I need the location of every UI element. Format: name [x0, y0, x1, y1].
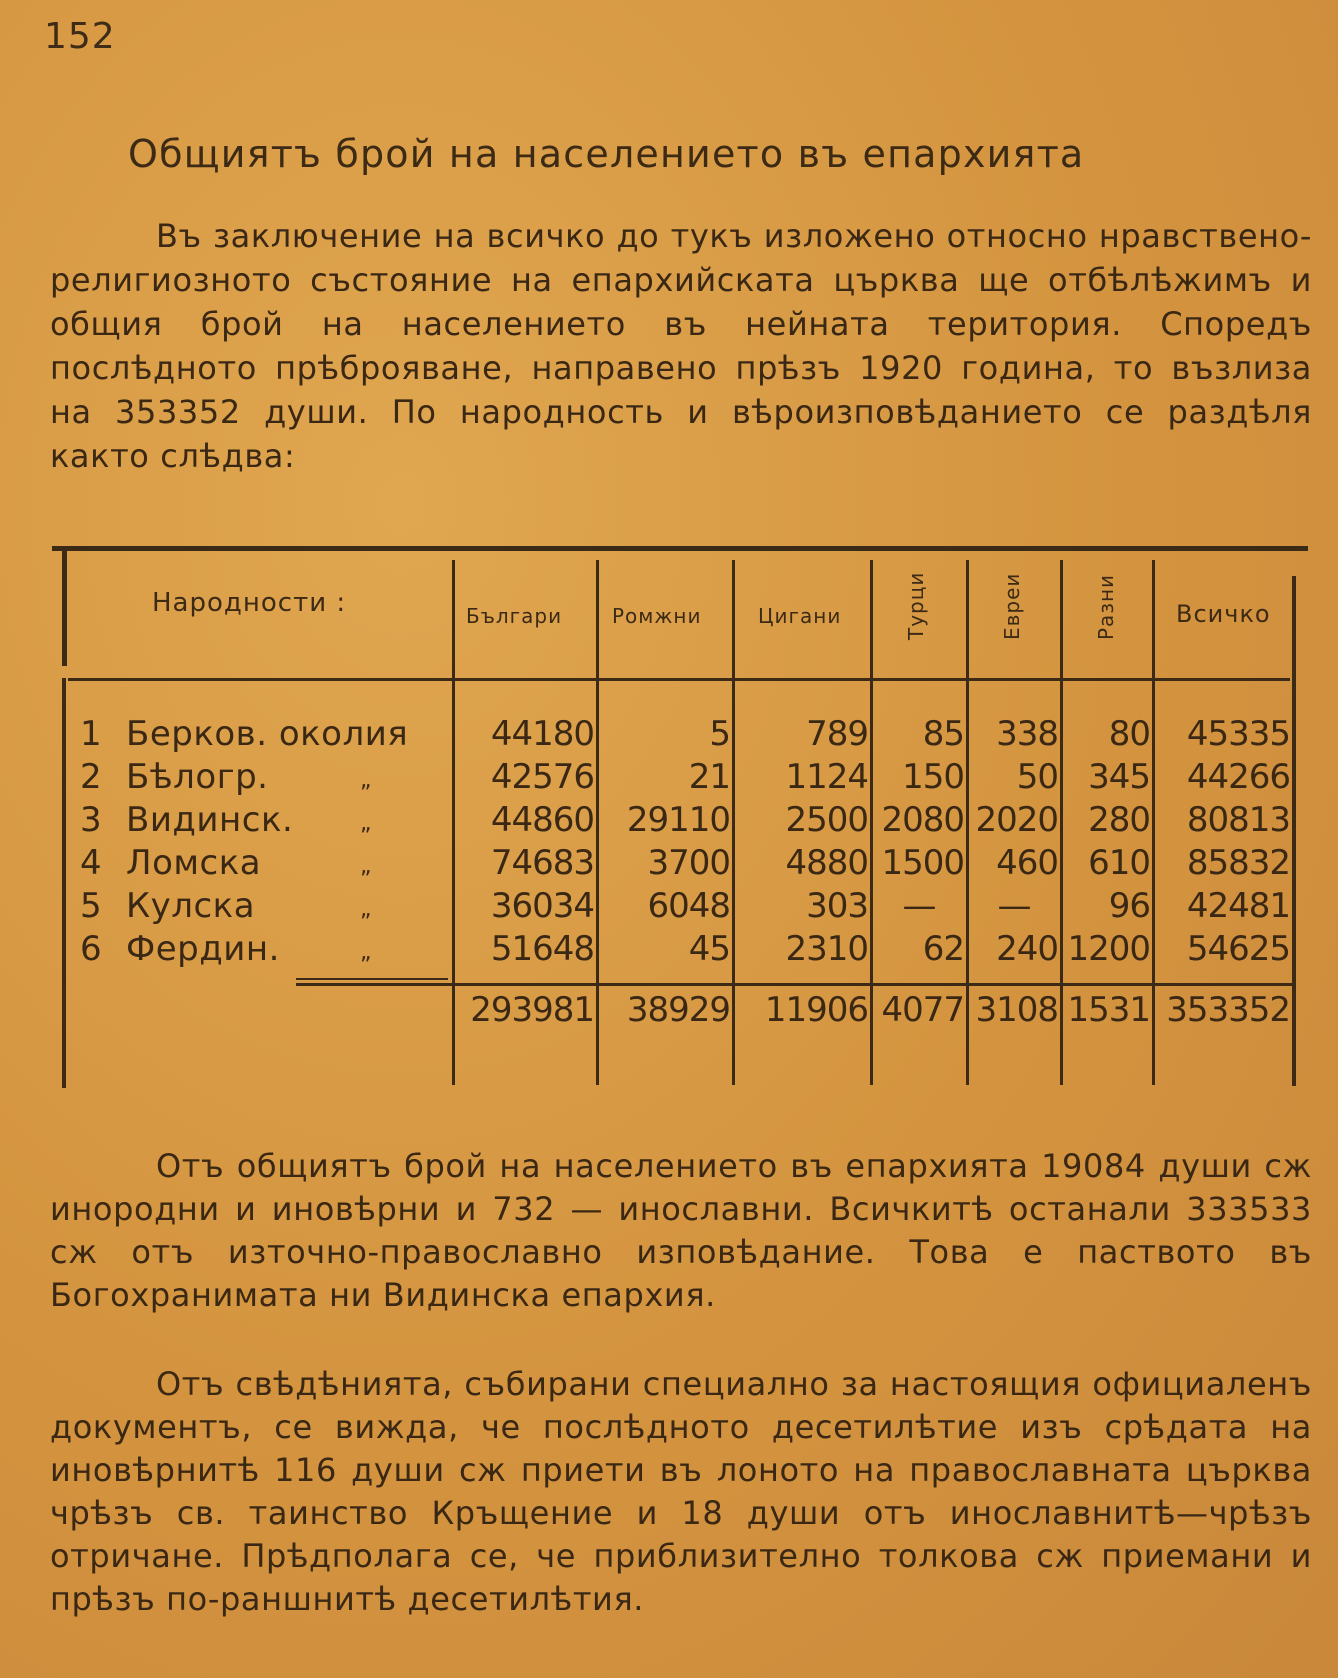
table-cell: 62	[922, 929, 964, 969]
total-rule	[296, 983, 1296, 986]
table-cell: 240	[996, 929, 1058, 969]
ditto-mark: „	[360, 811, 372, 836]
table-row-label	[80, 757, 268, 797]
table-cell: 44860	[490, 800, 594, 840]
table-cell: 45335	[1186, 714, 1290, 754]
header-turks: Турци	[904, 571, 928, 640]
table-cell: —	[997, 886, 1031, 926]
header-various: Разни	[1094, 573, 1118, 640]
table-cell: 2310	[785, 929, 868, 969]
table-header-rule	[68, 678, 1290, 681]
row-number: 5	[80, 886, 103, 926]
ditto-mark: „	[360, 768, 372, 793]
row-name: Фердин.	[126, 929, 280, 969]
table-row-label	[80, 886, 255, 926]
table-cell: 789	[806, 714, 868, 754]
header-gypsies: Цигани	[758, 604, 842, 628]
total-cell: 3108	[975, 990, 1058, 1030]
table-cell: 42576	[490, 757, 594, 797]
table-cell: 150	[902, 757, 964, 797]
col-divider-7	[1152, 560, 1155, 1085]
table-row-label	[80, 929, 280, 969]
row-name: Видинск.	[126, 800, 294, 840]
table-cell: 280	[1088, 800, 1150, 840]
name-underline	[296, 978, 448, 980]
table-cell: 2500	[785, 800, 868, 840]
col-divider-3	[732, 560, 735, 1085]
table-cell: 460	[996, 843, 1058, 883]
row-name: Берков. околия	[126, 714, 409, 754]
table-cell: 1124	[785, 757, 868, 797]
col-divider-4	[870, 560, 873, 1085]
summary-text: Отъ общиятъ брой на населението въ епархията 19084 души сж инородни и иновѣрни и 732 — инославни. Всичкитѣ останали 333533 сж отъ източно-православно изповѣдание. Това е паството въ Богохранимата ни Видинска епархия.	[50, 1147, 1312, 1314]
total-cell: 293981	[470, 990, 594, 1030]
col-divider-5	[966, 560, 969, 1085]
total-cell: 4077	[881, 990, 964, 1030]
row-name: Ломска	[126, 843, 262, 883]
row-number: 3	[80, 800, 103, 840]
row-name: Кулска	[126, 886, 256, 926]
table-cell: —	[902, 886, 936, 926]
table-row-label	[80, 714, 408, 754]
table-cell: 303	[806, 886, 868, 926]
row-name: Бѣлогр.	[126, 757, 269, 797]
table-cell: 1200	[1067, 929, 1150, 969]
total-cell: 353352	[1166, 990, 1290, 1030]
header-romanians: Ромжни	[612, 604, 702, 628]
total-cell: 1531	[1067, 990, 1150, 1030]
table-cell: 2080	[881, 800, 964, 840]
header-bulgarians: Българи	[466, 604, 563, 628]
col-divider-6	[1060, 560, 1063, 1085]
row-number: 6	[80, 929, 103, 969]
table-cell: 3700	[647, 843, 730, 883]
col-divider-1	[452, 560, 455, 1085]
table-cell: 74683	[490, 843, 594, 883]
row-number: 1	[80, 714, 103, 754]
table-cell: 80	[1108, 714, 1150, 754]
table-cell: 45	[688, 929, 730, 969]
total-cell: 38929	[626, 990, 730, 1030]
table-cell: 80813	[1186, 800, 1290, 840]
header-label: Народности :	[152, 588, 347, 618]
summary-paragraph	[50, 1145, 1312, 1317]
table-left-rule	[62, 546, 67, 666]
table-cell: 21	[688, 757, 730, 797]
table-row-label	[80, 843, 261, 883]
table-cell: 54625	[1186, 929, 1290, 969]
ditto-mark: „	[360, 897, 372, 922]
population-table	[52, 546, 1308, 1091]
table-cell: 96	[1108, 886, 1150, 926]
table-cell: 338	[996, 714, 1058, 754]
table-cell: 2020	[975, 800, 1058, 840]
table-top-rule	[52, 546, 1308, 551]
row-number: 4	[80, 843, 103, 883]
table-left-rule-lower	[62, 678, 66, 1088]
section-title: Общиятъ брой на населението въ епархията	[128, 132, 1085, 176]
table-cell: 44266	[1186, 757, 1290, 797]
conversions-paragraph	[50, 1363, 1312, 1621]
table-cell: 345	[1088, 757, 1150, 797]
ditto-mark: „	[360, 854, 372, 879]
table-cell: 36034	[490, 886, 594, 926]
conversions-text: Отъ свѣдѣнията, събирани специално за настоящия официаленъ документъ, се вижда, че послѣдното десетилѣтие изъ срѣдата на иновѣрнитѣ 116 души сж приети въ лоното на православната църква чрѣзъ св. таинство Кръщение и 18 души отъ инославнитѣ—чрѣзъ отричане. Прѣдполага се, че приблизително толкова сж приемани и прѣзъ по-раншнитѣ десетилѣтия.	[50, 1365, 1312, 1618]
header-total: Всичко	[1176, 600, 1271, 628]
table-cell: 51648	[490, 929, 594, 969]
table-cell: 5	[709, 714, 730, 754]
page-number: 152	[44, 16, 116, 57]
ditto-mark: „	[360, 940, 372, 965]
table-cell: 85832	[1186, 843, 1290, 883]
table-cell: 29110	[626, 800, 730, 840]
table-cell: 1500	[881, 843, 964, 883]
table-row-label	[80, 800, 293, 840]
table-right-rule	[1292, 576, 1296, 1086]
header-jews: Евреи	[1000, 572, 1024, 640]
row-number: 2	[80, 757, 103, 797]
table-cell: 4880	[785, 843, 868, 883]
total-cell: 11906	[764, 990, 868, 1030]
table-cell: 85	[922, 714, 964, 754]
table-cell: 44180	[490, 714, 594, 754]
intro-paragraph	[50, 214, 1312, 478]
table-cell: 50	[1016, 757, 1058, 797]
table-cell: 610	[1088, 843, 1150, 883]
intro-text: Въ заключение на всичко до тукъ изложено относно нравствено-религиозното състояние на епархийската църква ще отбѣлѣжимъ и общия брой на населението въ нейната територия. Споредъ послѣдното прѣброяване, направено прѣзъ 1920 година, то възлиза на 353352 души. По народность и вѣроизповѣданието се раздѣля както слѣдва:	[50, 217, 1312, 475]
col-divider-2	[596, 560, 599, 1085]
table-cell: 42481	[1186, 886, 1290, 926]
table-cell: 6048	[647, 886, 730, 926]
